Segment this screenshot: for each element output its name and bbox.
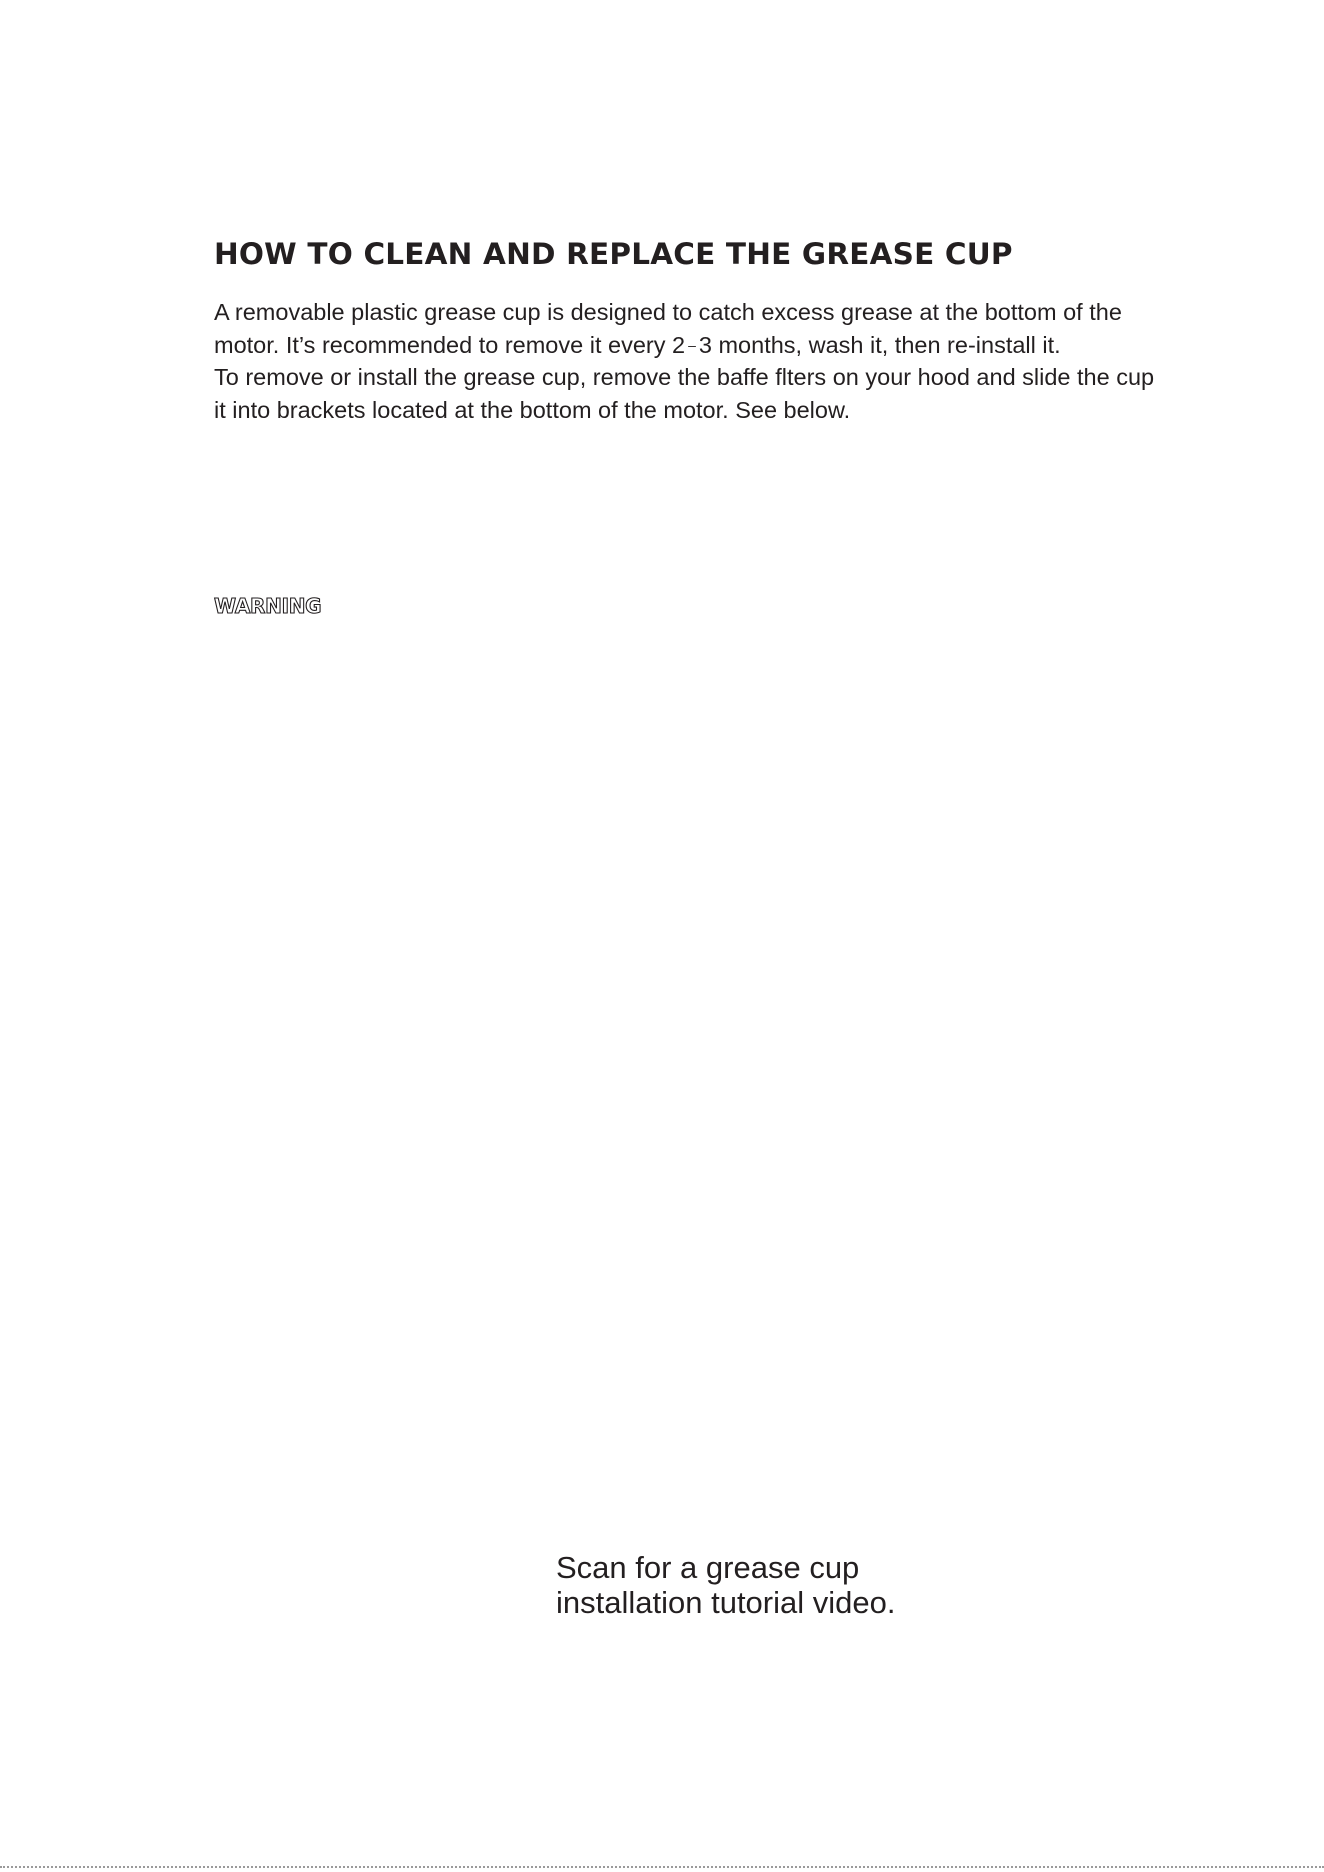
instructions-line xyxy=(214,329,1194,362)
warning-label: WARNING xyxy=(214,594,322,618)
bottom-dotted-rule xyxy=(0,1866,1324,1868)
instructions-line: A removable plastic grease cup is designed to catch excess grease at the bottom of the xyxy=(214,299,1122,325)
scan-caption xyxy=(556,1550,895,1620)
scan-caption-line: installation tutorial video. xyxy=(556,1585,896,1620)
instructions-text xyxy=(214,296,1194,426)
range-dash: – xyxy=(688,336,696,353)
instructions-line: it into brackets located at the bottom of the motor. See below. xyxy=(214,396,851,423)
page-title: HOW TO CLEAN AND REPLACE THE GREASE CUP xyxy=(214,237,1013,271)
instructions-line-part: motor. It’s recommended to remove it every 2 xyxy=(214,331,686,358)
instructions-line-part: 3 months, wash it, then re-install it. xyxy=(698,331,1061,358)
scan-caption-line: Scan for a grease cup xyxy=(556,1550,860,1585)
instructions-line: To remove or install the grease cup, remove the baffe flters on your hood and slide the cup xyxy=(214,364,1155,390)
